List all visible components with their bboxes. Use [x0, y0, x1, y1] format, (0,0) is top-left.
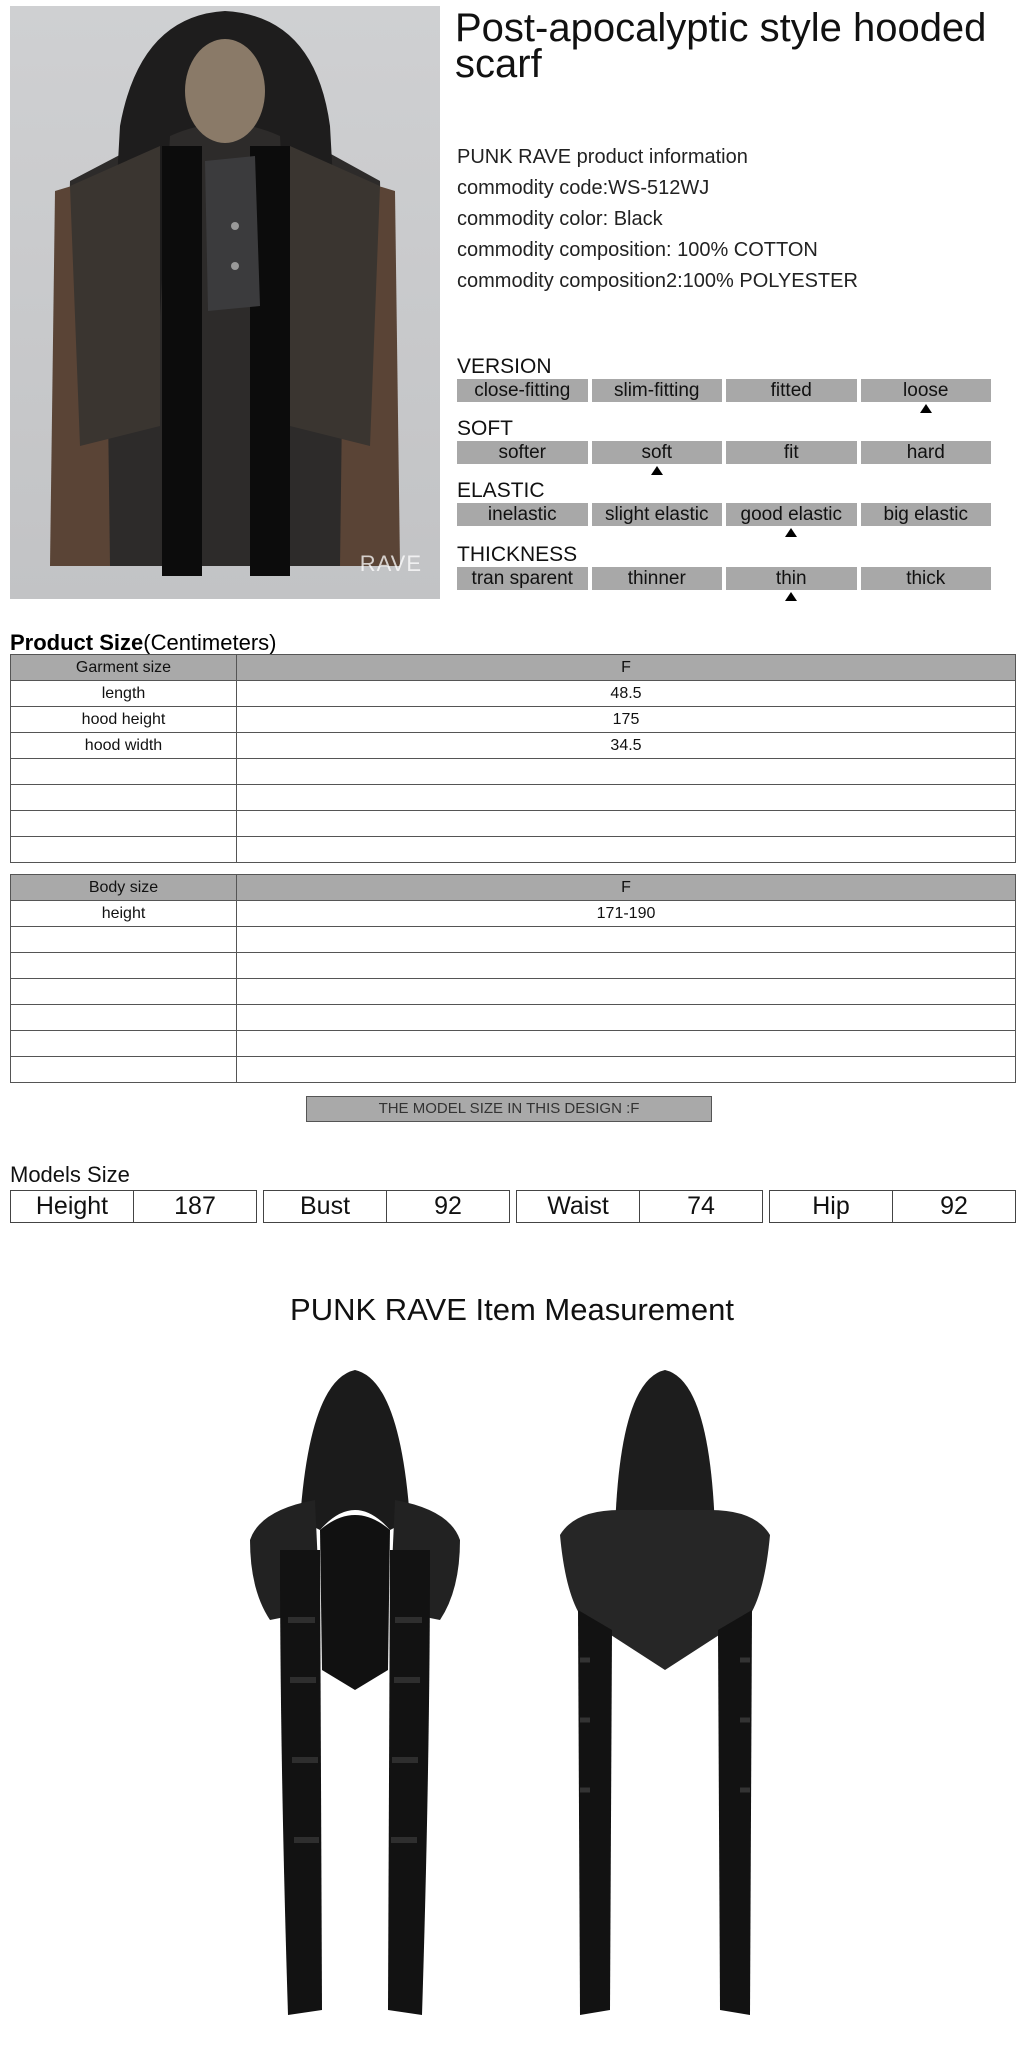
attr-label: ELASTIC: [457, 479, 545, 502]
selection-marker: [861, 526, 992, 540]
table-row: [11, 681, 1016, 707]
body-size-table: [10, 874, 1016, 1083]
row-value-cell: 171-190: [237, 901, 1016, 927]
selection-marker: [457, 464, 588, 478]
info-composition-row: [457, 235, 997, 266]
table-header-cell: Body size: [11, 875, 237, 901]
row-label-cell: [11, 1057, 237, 1083]
attr-soft: [457, 418, 991, 478]
product-size-unit: (Centimeters): [143, 630, 277, 655]
row-label-cell: [11, 953, 237, 979]
selection-marker: [861, 402, 992, 416]
table-header-cell: Garment size: [11, 655, 237, 681]
table-header-cell: F: [237, 875, 1016, 901]
row-label-cell: [11, 979, 237, 1005]
models-size-table: [10, 1190, 1016, 1223]
selection-marker: [457, 526, 588, 540]
row-label-cell: [11, 811, 237, 837]
attr-option: slim-fitting: [592, 379, 723, 402]
model-measure-value: 74: [640, 1190, 763, 1223]
composition2-label: commodity composition2:: [457, 270, 683, 292]
selection-marker: [592, 590, 723, 604]
model-measure-label: Height: [10, 1190, 134, 1223]
table-row: [11, 733, 1016, 759]
attr-version: [457, 356, 991, 416]
color-value: Black: [613, 208, 663, 230]
row-label-cell: hood width: [11, 733, 237, 759]
product-size-heading: Product Size: [10, 630, 144, 655]
table-row: [11, 1057, 1016, 1083]
attr-option: inelastic: [457, 503, 588, 526]
composition2-value: 100% POLYESTER: [682, 270, 858, 292]
row-label-cell: [11, 785, 237, 811]
row-label-cell: height: [11, 901, 237, 927]
selection-marker: [726, 526, 857, 540]
product-info: [457, 142, 997, 297]
row-value-cell: 175: [237, 707, 1016, 733]
model-measure-value: 92: [387, 1190, 510, 1223]
table-row: [11, 1005, 1016, 1031]
model-measure-label: Bust: [263, 1190, 387, 1223]
table-header-cell: F: [237, 655, 1016, 681]
row-value-cell: [237, 927, 1016, 953]
table-row: [11, 979, 1016, 1005]
attr-option: fitted: [726, 379, 857, 402]
model-measure-pair: [10, 1190, 257, 1223]
row-value-cell: [237, 1031, 1016, 1057]
selection-marker: [592, 464, 723, 478]
code-label: commodity code:: [457, 177, 609, 199]
selection-marker: [726, 402, 857, 416]
attr-option: big elastic: [861, 503, 992, 526]
attr-option: thick: [861, 567, 992, 590]
row-value-cell: [237, 1057, 1016, 1083]
row-value-cell: [237, 979, 1016, 1005]
attr-option: soft: [592, 441, 723, 464]
color-label: commodity color:: [457, 208, 609, 230]
garment-size-table: [10, 654, 1016, 863]
model-measure-label: Hip: [769, 1190, 893, 1223]
model-size-note: THE MODEL SIZE IN THIS DESIGN :F: [306, 1096, 712, 1122]
product-photo: [10, 6, 440, 599]
selection-marker: [726, 464, 857, 478]
selection-marker: [861, 590, 992, 604]
row-value-cell: [237, 837, 1016, 863]
attr-option: hard: [861, 441, 992, 464]
row-label-cell: [11, 837, 237, 863]
code-value: WS-512WJ: [608, 177, 710, 199]
composition-label: commodity composition:: [457, 239, 672, 261]
table-row: [11, 707, 1016, 733]
row-label-cell: [11, 1031, 237, 1057]
composition-value: 100% COTTON: [677, 239, 818, 261]
table-row: [11, 953, 1016, 979]
attr-label: VERSION: [457, 355, 552, 378]
garment-front-image: [240, 1360, 470, 2020]
selection-marker: [726, 590, 857, 604]
attr-option: fit: [726, 441, 857, 464]
row-label-cell: [11, 1005, 237, 1031]
row-value-cell: [237, 759, 1016, 785]
row-value-cell: [237, 953, 1016, 979]
selection-marker: [457, 590, 588, 604]
row-value-cell: [237, 811, 1016, 837]
model-measure-pair: [263, 1190, 510, 1223]
selection-marker: [592, 526, 723, 540]
model-measure-pair: [769, 1190, 1016, 1223]
row-value-cell: [237, 785, 1016, 811]
attr-label: SOFT: [457, 417, 513, 440]
table-header-row: [11, 655, 1016, 681]
attr-option: softer: [457, 441, 588, 464]
garment-back-image: [550, 1360, 780, 2020]
info-composition2-row: [457, 266, 997, 297]
row-label-cell: length: [11, 681, 237, 707]
table-row: [11, 1031, 1016, 1057]
model-measure-value: 92: [893, 1190, 1016, 1223]
attr-option: loose: [861, 379, 992, 402]
attr-thickness: [457, 544, 991, 604]
row-value-cell: [237, 1005, 1016, 1031]
table-row: [11, 785, 1016, 811]
info-color-row: [457, 204, 997, 235]
model-measure-label: Waist: [516, 1190, 640, 1223]
attr-option: thinner: [592, 567, 723, 590]
attr-option: good elastic: [726, 503, 857, 526]
selection-marker: [861, 464, 992, 478]
model-illustration: [10, 6, 440, 599]
measurement-title: PUNK RAVE Item Measurement: [290, 1292, 734, 1327]
selection-marker: [457, 402, 588, 416]
photo-watermark: RAVE: [359, 551, 422, 576]
attr-option: tran sparent: [457, 567, 588, 590]
attr-elastic: [457, 480, 991, 540]
table-row: [11, 837, 1016, 863]
table-header-row: [11, 875, 1016, 901]
row-label-cell: [11, 927, 237, 953]
attr-option: slight elastic: [592, 503, 723, 526]
attr-label: THICKNESS: [457, 543, 578, 566]
model-measure-pair: [516, 1190, 763, 1223]
row-value-cell: 48.5: [237, 681, 1016, 707]
table-row: [11, 901, 1016, 927]
selection-marker: [592, 402, 723, 416]
info-heading: PUNK RAVE product information: [457, 146, 748, 168]
row-label-cell: [11, 759, 237, 785]
row-label-cell: hood height: [11, 707, 237, 733]
model-measure-value: 187: [134, 1190, 257, 1223]
product-title: Post-apocalyptic style hooded scarf: [455, 6, 987, 86]
attr-option: close-fitting: [457, 379, 588, 402]
info-code-row: [457, 173, 997, 204]
row-value-cell: 34.5: [237, 733, 1016, 759]
attr-option: thin: [726, 567, 857, 590]
models-size-title: Models Size: [10, 1162, 130, 1187]
table-row: [11, 927, 1016, 953]
table-row: [11, 811, 1016, 837]
table-row: [11, 759, 1016, 785]
product-size-title: [10, 630, 277, 656]
